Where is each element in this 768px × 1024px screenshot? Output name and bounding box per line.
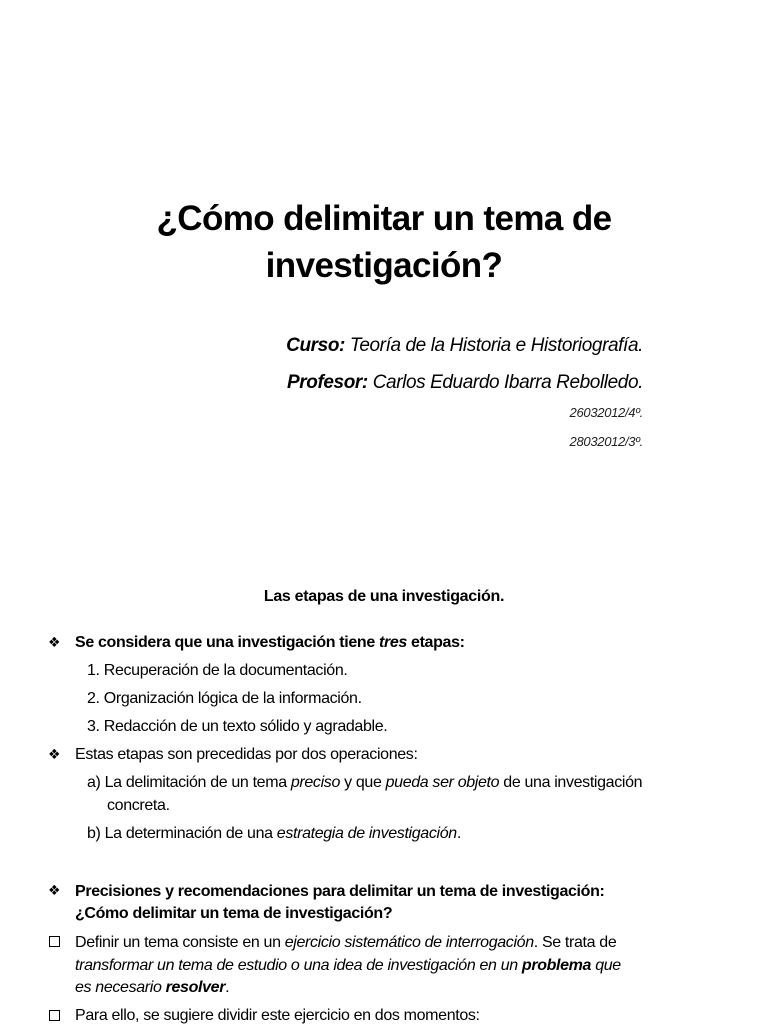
item-1-e1: ejercicio sistemático de interrogación [284, 934, 534, 951]
section-heading: Las etapas de una investigación. [263, 588, 505, 605]
course-value: Teoría de la Historia e Historiografía. [344, 335, 643, 356]
diamond-bullet-icon: ❖ [48, 635, 61, 651]
op-b-p2: . [456, 825, 461, 842]
item-1-p3: . [225, 979, 230, 996]
bullet-3-line-1: Precisiones y recomendaciones para delimitar un tema de investigación: [75, 883, 605, 900]
item-1-e4: es necesario [75, 979, 166, 996]
bullet-1-text [75, 632, 465, 654]
page-title [0, 195, 768, 289]
stage-3: 3. Redacción de un texto sólido y agradable. [87, 718, 388, 735]
operation-a-line-1 [87, 772, 642, 794]
bullet-2-text: Estas etapas son precedidas por dos operaciones: [75, 746, 418, 763]
op-a-p2: y que [340, 774, 386, 791]
bullet-3-line-2: ¿Cómo delimitar un tema de investigación? [75, 905, 393, 922]
course-line [286, 335, 643, 357]
professor-value: Carlos Eduardo Ibarra Rebolledo. [367, 372, 643, 393]
op-a-e1: preciso [290, 774, 340, 791]
bullet-1-pre: Se considera que una investigación tiene [75, 634, 379, 651]
item-1-b1: problema [521, 957, 592, 974]
operation-a-line-2: concreta. [107, 797, 170, 814]
date-2: 28032012/3º. [569, 434, 643, 449]
item-1-b2: resolver [165, 979, 226, 996]
item-1-e2: transformar un tema de estudio o una idea de investigación en un [75, 957, 522, 974]
op-a-p1: a) La delimitación de un tema [87, 774, 291, 791]
title-line-1: ¿Cómo delimitar un tema de [156, 199, 612, 238]
course-label: Curso: [286, 335, 345, 356]
item-1-line-1 [75, 931, 722, 954]
item-1-line-3 [75, 977, 229, 999]
stage-2: 2. Organización lógica de la información. [87, 690, 362, 707]
item-1-e3: que [591, 957, 621, 974]
op-b-e1: estrategia de investigación [276, 825, 457, 842]
square-bullet-icon [49, 1010, 60, 1021]
professor-line [287, 372, 643, 394]
stage-1: 1. Recuperación de la documentación. [87, 662, 348, 679]
square-bullet-icon [49, 936, 60, 947]
diamond-bullet-icon: ❖ [48, 883, 61, 899]
professor-label: Profesor: [286, 372, 368, 393]
item-1-line-2 [75, 954, 722, 977]
item-1-p1: Definir un tema consiste en un [75, 934, 285, 951]
op-a-p3: de una investigación [499, 774, 643, 791]
op-a-e2: pueda ser objeto [385, 774, 500, 791]
item-2-text: Para ello, se sugiere dividir este ejercicio en dos momentos: [75, 1007, 480, 1024]
bullet-1-emph: tres [378, 634, 407, 651]
operation-b [87, 823, 461, 845]
item-1-p2: . Se trata de [533, 934, 617, 951]
diamond-bullet-icon: ❖ [48, 747, 61, 763]
title-line-2: investigación? [265, 246, 503, 285]
op-b-p1: b) La determinación de una [87, 825, 277, 842]
date-1: 26032012/4º. [569, 405, 643, 420]
bullet-1-post: etapas: [406, 634, 465, 651]
